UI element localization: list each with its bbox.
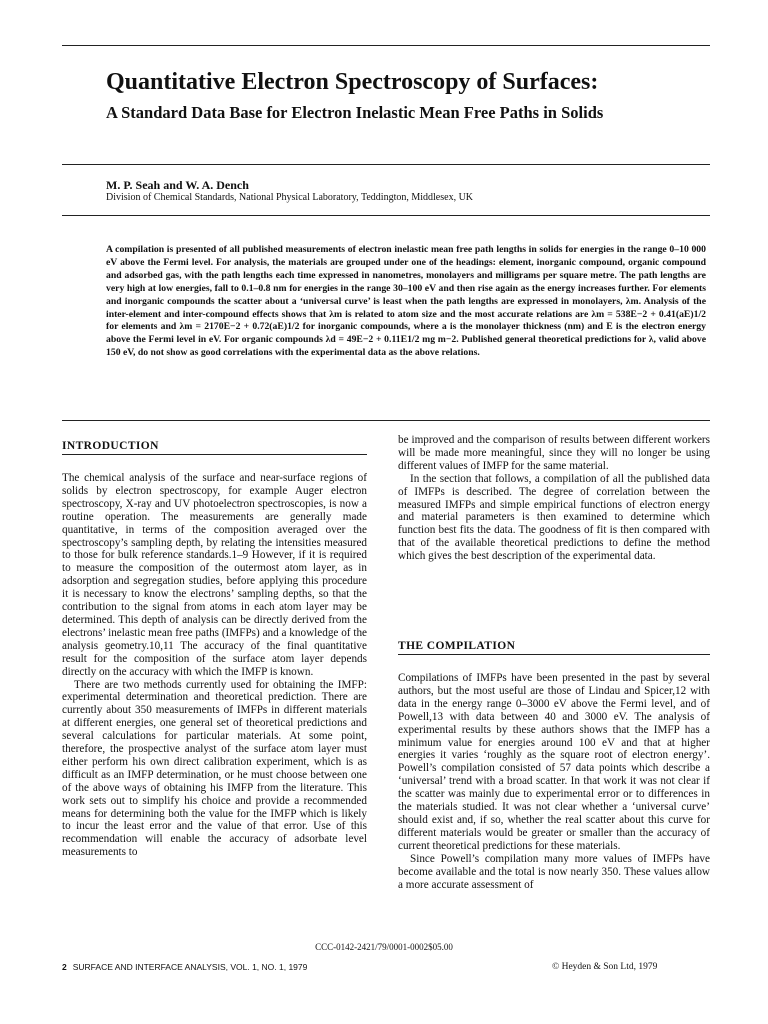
compilation-heading: THE COMPILATION bbox=[398, 640, 710, 655]
journal-name: SURFACE AND INTERFACE ANALYSIS, VOL. 1, NO. 1, 1979 bbox=[72, 962, 308, 972]
abstract-rule bbox=[62, 420, 710, 421]
affiliation: Division of Chemical Standards, National Physical Laboratory, Teddington, Middlesex, UK bbox=[106, 192, 474, 203]
page-number: 2 bbox=[62, 962, 67, 972]
copyright: © Heyden & Son Ltd, 1979 bbox=[552, 962, 658, 972]
top-rule bbox=[62, 45, 710, 46]
introduction-continued bbox=[398, 434, 710, 563]
compilation-paragraph-1: Compilations of IMFPs have been presented in the past by several authors, but the most useful are those of Lindau and Spicer,12 with data in the energy range 0–3000 eV above the Fermi level, and of Powell,13 with data between 40 and 3000 eV. The analysis of experimental results by these authors shows that the IMFP has a minimum value for energies around 100 eV and that at higher energies it varies ‘roughly as the square root of electron energy’. Powell’s compilation consisted of 57 data points which describe a ‘universal’ trend with a broad scatter. In that work it was not clear if the scatter was mainly due to experimental error or to differences in the materials studied. It was not clear whether a ‘universal curve’ should exist and, if so, whether the real scatter about this curve for different materials would be greater or smaller than the accuracy of current theoretical predictions for these materials. bbox=[398, 672, 710, 852]
compilation-body bbox=[398, 672, 710, 891]
introduction-body bbox=[62, 472, 367, 859]
author-rule bbox=[62, 215, 710, 216]
compilation-paragraph-2: Since Powell’s compilation many more values of IMFPs have become available and the total is now nearly 350. These values allow a more accurate assessment of bbox=[398, 852, 710, 891]
paper-title: Quantitative Electron Spectroscopy of Surfaces: bbox=[106, 69, 599, 95]
paper-subtitle: A Standard Data Base for Electron Inelastic Mean Free Paths in Solids bbox=[106, 103, 604, 122]
title-rule bbox=[62, 164, 710, 165]
introduction-paragraph-2: There are two methods currently used for obtaining the IMFP: experimental determination and theoretical prediction. There are currently about 350 measurements of IMFPs in different materials at different energies, one general set of theoretical predictions and several calculations for particular materials. At some point, therefore, the prospective analyst of the surface atom layer must either perform his own direct calibration experiment, which is as difficult as an IMFP determination, or he must choose between one of the above ways of obtaining his IMFP from the literature. This work sets out to simplify his choice and provide a recommended means for determining both the value for the IMFP which is likely to incur the least error and the value of that error. Use of this recommendation will enable the accuracy of adsorbate level measurements to bbox=[62, 678, 367, 859]
footer-code: CCC-0142-2421/79/0001-0002$05.00 bbox=[315, 942, 453, 952]
abstract: A compilation is presented of all published measurements of electron inelastic mean free path lengths in solids for energies in the range 0–10 000 eV above the Fermi level. For analysis, the materials are grouped under one of the headings: element, inorganic compound, organic compound and adsorbed gas, with the path lengths each time expressed in nanometres, monolayers and milligrams per square metre. The path lengths are very high at low energies, fall to 0.1–0.8 nm for energies in the range 30–100 eV and then rise again as the energy increases further. For elements and inorganic compounds the scatter about a ‘universal curve’ is least when the path lengths are expressed in monolayers, λm. Analysis of the inter-element and inter-compound effects shows that λm is related to atom size and the most accurate relations are λm = 538E−2 + 0.41(aE)1/2 for elements and λm = 2170E−2 + 0.72(aE)1/2 for inorganic compounds, where a is the monolayer thickness (nm) and E is the electron energy above the Fermi level in eV. For organic compounds λd = 49E−2 + 0.11E1/2 mg m−2. Published general theoretical predictions for λ, valid above 150 eV, do not show as good correlations with the experimental data as the above relations. bbox=[106, 244, 706, 359]
introduction-heading: INTRODUCTION bbox=[62, 440, 367, 455]
introduction-paragraph-1: The chemical analysis of the surface and near-surface regions of solids by electron spectroscopy, for example Auger electron spectroscopy, X-ray and UV photoelectron spectroscopies, is now a routine operation. The measurements are generally made quantitative, in terms of the composition averaged over the spectroscopy’s sampling depth, by relating the intensities measured to those for bulk reference standards.1–9 However, if it is required to measure the composition of the outermost atom layer, as in adsorption and segregation studies, before applying this procedure it is necessary to know the electrons’ sampling depths, so that the contribution to the signal from atoms in each atom layer may be determined. This depth of analysis can be directly derived from the electrons’ inelastic mean free paths (IMFPs) and a knowledge of the analysis geometry.10,11 The accuracy of the final quantitative result for the composition of the surface atom layer depends directly on the accuracy with which the IMFP is known. bbox=[62, 472, 367, 678]
right-paragraph-1: be improved and the comparison of results between different workers will be made more meaningful, since they will no longer be using different values of IMFP for the same material. bbox=[398, 434, 710, 472]
right-paragraph-2: In the section that follows, a compilation of all the published data of IMFPs is described. The degree of correlation between the measured IMFPs and simple empirical functions of electron energy and material parameters is then examined to determine which function best fits the data. The goodness of fit is then compared with that of the available theoretical predictions to define the method which gives the best description of the experimental data. bbox=[398, 472, 710, 563]
authors: M. P. Seah and W. A. Dench bbox=[106, 178, 249, 192]
footer-journal-line bbox=[62, 962, 307, 972]
